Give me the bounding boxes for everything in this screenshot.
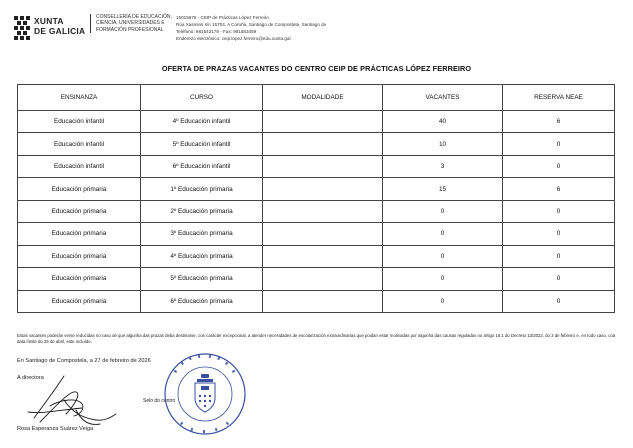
- cell-vacantes: 10: [383, 133, 503, 155]
- header-vacantes: VACANTES: [383, 85, 503, 111]
- cell-reserva: 6: [503, 111, 615, 133]
- table-row: [18, 200, 615, 222]
- cell-modalidade: [263, 268, 383, 290]
- document-header: [14, 12, 624, 52]
- cell-vacantes: 3: [383, 155, 503, 177]
- cell-modalidade: [263, 245, 383, 267]
- contact-school: 15015676 - CEIP de Prácticas López Ferreiro: [176, 15, 269, 20]
- school-seal-icon: [163, 352, 247, 436]
- cell-reserva: 0: [503, 245, 615, 267]
- cell-curso: 4º Educación infantil: [141, 111, 263, 133]
- cell-vacantes: 0: [383, 245, 503, 267]
- cell-ensinanza: Educación infantil: [18, 155, 141, 177]
- contact-address: Rúa Xasmins s/n 15704, A Coruña, Santiago de Compostela, Santiago de: [176, 22, 327, 28]
- director-name: Rosa Esperanza Suárez Veiga: [17, 426, 94, 432]
- director-signature-icon: [20, 372, 130, 430]
- table-row: [18, 155, 615, 177]
- cell-modalidade: [263, 111, 383, 133]
- table-row: [18, 290, 615, 313]
- header-ensinanza: ENSINANZA: [18, 85, 141, 111]
- cell-curso: 1º Educación primaria: [141, 178, 263, 200]
- cell-curso: 5º Educación primaria: [141, 268, 263, 290]
- seal-label: Selo do centro: [143, 398, 176, 404]
- contact-email: Enderezo electrónico: ceip.lopez.ferreiro@edu.xunta.gal: [176, 36, 291, 42]
- cell-curso: 6º Educación infantil: [141, 155, 263, 177]
- cell-reserva: 0: [503, 200, 615, 222]
- contact-phone: Teléfono: 981543178 - Fax: 981583459: [176, 29, 257, 35]
- cell-modalidade: [263, 200, 383, 222]
- cell-reserva: 0: [503, 223, 615, 245]
- header-modalidade: MODALIDADE: [263, 85, 383, 111]
- table-row: [18, 178, 615, 200]
- conselleria-line-1: CONSELLERÍA DE EDUCACIÓN,: [96, 14, 172, 20]
- director-label: A directora: [17, 375, 44, 381]
- conselleria-line-2: CIENCIA, UNIVERSIDADES E: [96, 20, 165, 27]
- cell-reserva: 6: [503, 178, 615, 200]
- place-date: En Santiago de Compostela, a 27 de febreiro de 2026: [17, 358, 151, 364]
- cell-ensinanza: Educación primaria: [18, 178, 141, 200]
- cell-modalidade: [263, 178, 383, 200]
- header-reserva-neae: RESERVA NEAE: [503, 85, 615, 111]
- xunta-logo: [14, 14, 96, 46]
- cell-modalidade: [263, 133, 383, 155]
- cell-reserva: 0: [503, 155, 615, 177]
- cell-curso: 6º Educación primaria: [141, 290, 263, 313]
- cell-reserva: 0: [503, 290, 615, 313]
- table-row: [18, 133, 615, 155]
- cell-reserva: 0: [503, 133, 615, 155]
- logo-line-1: XUNTA: [34, 16, 64, 26]
- cell-vacantes: 40: [383, 111, 503, 133]
- cell-ensinanza: Educación infantil: [18, 111, 141, 133]
- table-row: [18, 245, 615, 267]
- header-curso: CURSO: [141, 85, 263, 111]
- footnote: Estas vacantes poderán verse reducidas no caso de que algunha das prazas deba destinarse, con carácter excepcional, a atender necesidades de escolarización extraordinarias que poidan estar motivadas por algunha das causas reguladas no artigo 16.1 do Decreto 13/2022, do 3 de febreiro e, en todo caso, coa data límite do 25 de abril, este incluído.: [17, 333, 616, 344]
- cell-vacantes: 0: [383, 290, 503, 313]
- conselleria-name: [90, 14, 180, 33]
- table-row: [18, 268, 615, 290]
- cell-ensinanza: Educación primaria: [18, 290, 141, 313]
- cell-curso: 2º Educación primaria: [141, 200, 263, 222]
- cell-modalidade: [263, 290, 383, 313]
- table-header-row: [18, 85, 615, 111]
- cell-vacantes: 0: [383, 200, 503, 222]
- cell-modalidade: [263, 155, 383, 177]
- vacancies-table: [17, 84, 615, 313]
- cell-curso: 4º Educación primaria: [141, 245, 263, 267]
- cell-reserva: 0: [503, 268, 615, 290]
- cell-ensinanza: Educación primaria: [18, 223, 141, 245]
- logo-line-2: DE GALICIA: [34, 26, 86, 36]
- cell-modalidade: [263, 223, 383, 245]
- cell-vacantes: 0: [383, 268, 503, 290]
- table-row: [18, 223, 615, 245]
- table-row: [18, 111, 615, 133]
- logo-text: [34, 16, 85, 36]
- cell-ensinanza: Educación primaria: [18, 245, 141, 267]
- cell-curso: 5º Educación infantil: [141, 133, 263, 155]
- page-title: OFERTA DE PRAZAS VACANTES DO CENTRO CEIP DE PRÁCTICAS LÓPEZ FERREIRO: [161, 64, 472, 73]
- school-contact: [176, 14, 326, 42]
- cell-vacantes: 15: [383, 178, 503, 200]
- cell-ensinanza: Educación primaria: [18, 200, 141, 222]
- xunta-emblem-icon: [14, 16, 30, 42]
- cell-vacantes: 0: [383, 223, 503, 245]
- conselleria-line-3: FORMACIÓN PROFESIONAL: [96, 26, 164, 33]
- cell-ensinanza: Educación primaria: [18, 268, 141, 290]
- cell-ensinanza: Educación infantil: [18, 133, 141, 155]
- cell-curso: 3º Educación primaria: [141, 223, 263, 245]
